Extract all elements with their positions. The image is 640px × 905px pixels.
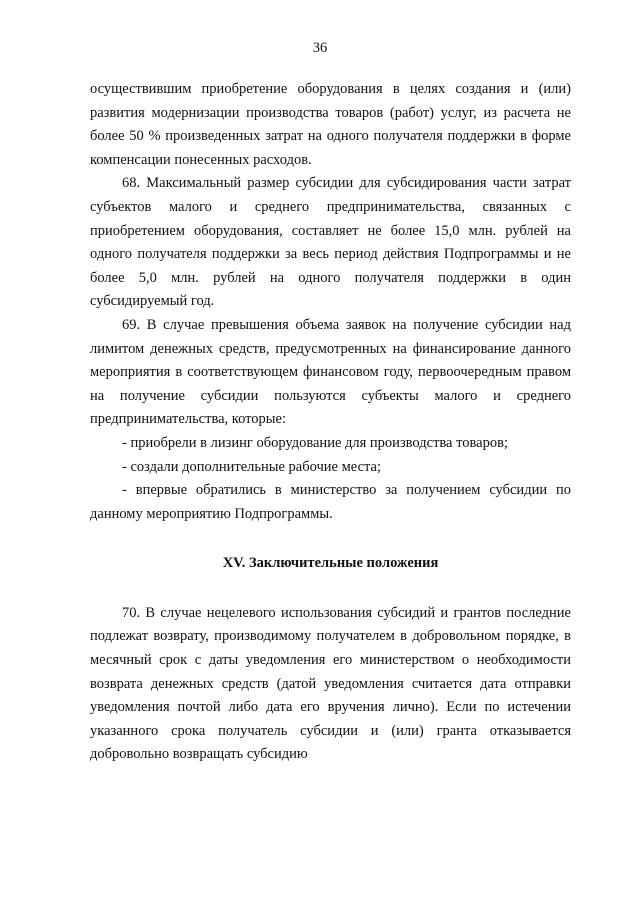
paragraph-70: 70. В случае нецелевого использования субсидий и грантов последние подлежат возврату, производимому получателем в добровольном порядке, в месячный срок с даты уведомления его министерством о необходимости возврата денежных средств (датой уведомления считается дата отправки уведомления почтой либо дата его вручения лично). Если по истечении указанного срока получатель субсидии и (или) гранта отказывается добровольно возвращать субсидию bbox=[90, 604, 571, 763]
paragraph-continuation: осуществившим приобретение оборудования в целях создания и (или) развития модернизации производства товаров (работ) услуг, из расчета не более 50 % произведенных затрат на одного получателя поддержки в форме компенсации понесенных расходов. bbox=[90, 81, 571, 168]
list-item-leasing: - приобрели в лизинг оборудование для производства товаров; bbox=[122, 434, 508, 451]
section-heading: XV. Заключительные положения bbox=[222, 555, 439, 572]
paragraph-68: 68. Максимальный размер субсидии для субсидирования части затрат субъектов малого и среднего предпринимательства, связанных с приобретением оборудования, составляет не более 15,0 млн. рублей на одного получателя поддержки за весь период действия Подпрограммы и не более 5,0 млн. рублей на одного получателя поддержки в один субсидируемый год. bbox=[90, 175, 571, 310]
list-item-jobs: - создали дополнительные рабочие места; bbox=[122, 458, 381, 475]
page-number: 36 bbox=[312, 40, 328, 56]
list-item-first-application: - впервые обратились в министерство за получением субсидии по данному мероприятию Подпрограммы. bbox=[90, 482, 571, 522]
paragraph-69: 69. В случае превышения объема заявок на получение субсидии над лимитом денежных средств, предусмотренных на финансирование данного мероприятия в соответствующем финансовом году, первоочередным правом на получение субсидии пользуются субъекты малого и среднего предпринимательства, которые: bbox=[90, 316, 571, 428]
document-body bbox=[90, 78, 571, 767]
